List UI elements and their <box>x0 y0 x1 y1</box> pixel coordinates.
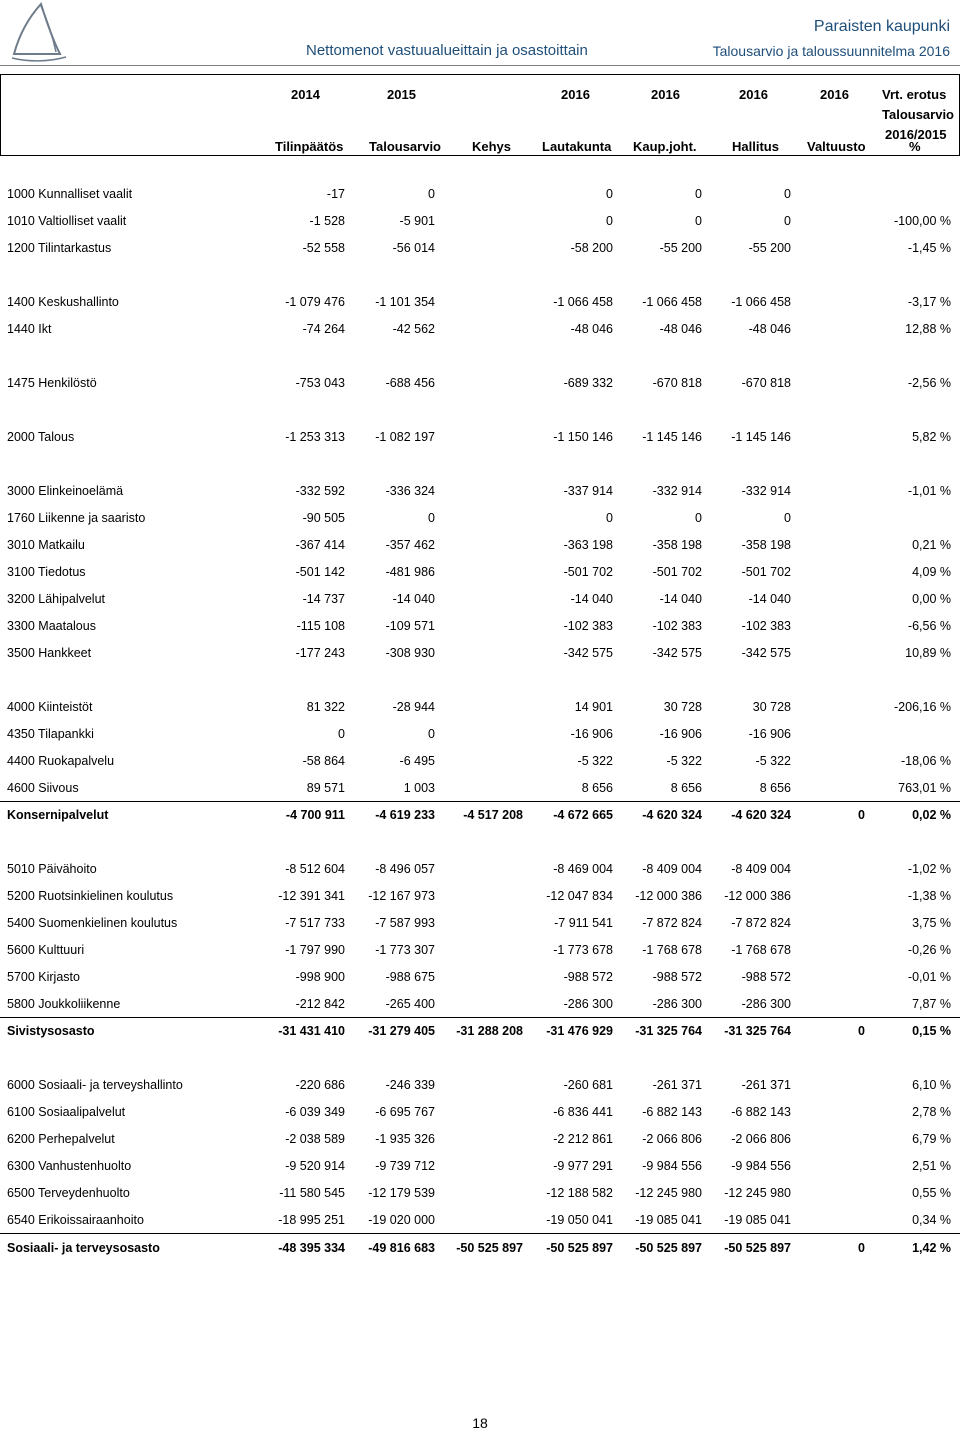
row-value: -90 505 <box>302 511 345 525</box>
row-value: -4 620 324 <box>642 808 702 822</box>
row-value: -50 525 897 <box>546 1241 613 1255</box>
table-row <box>0 936 960 963</box>
col-lautakunta: Lautakunta <box>542 139 612 154</box>
row-value: -19 085 041 <box>724 1213 791 1227</box>
row-value: -8 512 604 <box>285 862 345 876</box>
table-row <box>0 1152 960 1179</box>
row-value: -1 935 326 <box>375 1132 435 1146</box>
row-value: -5 322 <box>577 754 613 768</box>
row-label: 3100 Tiedotus <box>7 565 86 579</box>
row-value: -12 000 386 <box>635 889 702 903</box>
row-value: -2 212 861 <box>553 1132 613 1146</box>
row-value: -7 911 541 <box>554 916 613 930</box>
header-divider <box>0 65 960 66</box>
row-value: -501 142 <box>295 565 345 579</box>
row-value: -31 325 764 <box>635 1024 702 1038</box>
table-row <box>0 855 960 882</box>
row-value: -7 872 824 <box>642 916 702 930</box>
row-value: -48 046 <box>748 322 791 336</box>
row-value: 0,55 % <box>912 1186 951 1200</box>
row-value: -12 167 973 <box>368 889 435 903</box>
row-label: 3200 Lähipalvelut <box>7 592 105 606</box>
row-label: Sosiaali- ja terveysosasto <box>7 1241 160 1255</box>
row-value: -8 496 057 <box>375 862 435 876</box>
table-row <box>0 720 960 747</box>
row-value: 0 <box>428 727 435 741</box>
row-value: -100,00 % <box>894 214 951 228</box>
row-value: -1,02 % <box>907 862 951 876</box>
col-talousarvio: Talousarvio <box>369 139 442 154</box>
row-value: -988 572 <box>652 970 702 984</box>
row-label: Konsernipalvelut <box>7 808 109 822</box>
row-value: -102 383 <box>563 619 613 633</box>
row-label: 6100 Sosiaalipalvelut <box>7 1105 126 1119</box>
col-hallitus: Hallitus <box>732 139 779 154</box>
table-row <box>0 639 960 666</box>
col-valtuusto: Valtuusto <box>807 139 866 154</box>
row-value: -261 371 <box>741 1078 791 1092</box>
row-label: 4350 Tilapankki <box>7 727 94 741</box>
row-value: 0 <box>695 511 702 525</box>
row-label: 4400 Ruokapalvelu <box>7 754 115 768</box>
year-2016-kaupjoht: 2016 <box>651 87 680 102</box>
row-value: -286 300 <box>652 997 702 1011</box>
row-value: 0 <box>606 187 613 201</box>
table-row <box>0 1179 960 1206</box>
row-value: -6,56 % <box>907 619 951 633</box>
row-value: -9 520 914 <box>285 1159 345 1173</box>
row-value: -11 580 545 <box>279 1186 345 1200</box>
row-value: -1 079 476 <box>285 295 345 309</box>
row-value: 30 728 <box>752 700 791 714</box>
row-value: -74 264 <box>302 322 345 336</box>
row-value: -308 930 <box>385 646 435 660</box>
row-value: -5 322 <box>755 754 791 768</box>
row-value: -102 383 <box>652 619 702 633</box>
row-label: 5700 Kirjasto <box>7 970 80 984</box>
row-value: -5 901 <box>399 214 435 228</box>
row-value: -1,45 % <box>907 241 951 255</box>
table-row <box>0 612 960 639</box>
row-value: -988 675 <box>385 970 435 984</box>
row-value: -998 900 <box>295 970 345 984</box>
row-value: -4 672 665 <box>553 808 613 822</box>
table-header <box>0 74 960 156</box>
row-label: 5600 Kulttuuri <box>7 943 85 957</box>
row-value: -7 587 993 <box>375 916 435 930</box>
row-value: -286 300 <box>741 997 791 1011</box>
row-value: -1 768 678 <box>642 943 702 957</box>
row-value: -988 572 <box>741 970 791 984</box>
row-value: -28 944 <box>392 700 435 714</box>
row-value: -14 040 <box>392 592 435 606</box>
row-value: 0 <box>338 727 345 741</box>
row-value: -4 517 208 <box>463 808 523 822</box>
row-value: -12 047 834 <box>546 889 613 903</box>
table-row <box>0 423 960 450</box>
table-row <box>0 207 960 234</box>
diff-header-line1: Vrt. erotus <box>882 87 947 102</box>
row-value: -9 984 556 <box>731 1159 791 1173</box>
row-value: -12 188 582 <box>546 1186 613 1200</box>
row-value: 2,51 % <box>912 1159 951 1173</box>
row-value: -18 995 251 <box>278 1213 345 1227</box>
row-value: -55 200 <box>659 241 702 255</box>
row-value: -358 198 <box>652 538 702 552</box>
row-label: 1200 Tilintarkastus <box>7 241 112 255</box>
row-value: -2 066 806 <box>642 1132 702 1146</box>
row-value: -342 575 <box>563 646 613 660</box>
row-value: -220 686 <box>295 1078 345 1092</box>
row-label: 1760 Liikenne ja saaristo <box>7 511 146 525</box>
row-value: -14 040 <box>570 592 613 606</box>
year-2016-lautakunta: 2016 <box>561 87 590 102</box>
year-2015: 2015 <box>387 87 416 102</box>
year-2014: 2014 <box>291 87 320 102</box>
row-label: 1000 Kunnalliset vaalit <box>7 187 133 201</box>
row-value: -16 906 <box>570 727 613 741</box>
row-value: -12 245 980 <box>724 1186 791 1200</box>
table-row <box>0 963 960 990</box>
table-row <box>0 315 960 342</box>
row-value: -1 066 458 <box>553 295 613 309</box>
row-value: -4 620 324 <box>731 808 791 822</box>
row-value: -2 038 589 <box>285 1132 345 1146</box>
row-value: -1 066 458 <box>731 295 791 309</box>
row-value: -1 066 458 <box>642 295 702 309</box>
row-value: -260 681 <box>563 1078 613 1092</box>
row-value: 0 <box>784 511 791 525</box>
row-value: -55 200 <box>748 241 791 255</box>
row-value: -6 495 <box>399 754 435 768</box>
table-row <box>0 558 960 585</box>
row-value: -56 014 <box>392 241 435 255</box>
row-value: 0 <box>428 187 435 201</box>
row-value: -1 768 678 <box>731 943 791 957</box>
row-value: 0 <box>428 511 435 525</box>
row-value: -48 395 334 <box>278 1241 345 1255</box>
row-value: -31 288 208 <box>456 1024 523 1038</box>
row-value: -14 737 <box>302 592 345 606</box>
row-value: 3,75 % <box>912 916 951 930</box>
row-value: -481 986 <box>385 565 435 579</box>
year-2016-valtuusto: 2016 <box>820 87 849 102</box>
row-value: -7 517 733 <box>285 916 345 930</box>
row-value: -115 108 <box>296 619 345 633</box>
table-row <box>0 693 960 720</box>
table-total-row <box>0 801 960 828</box>
row-label: 3010 Matkailu <box>7 538 85 552</box>
row-value: 0,15 % <box>912 1024 951 1038</box>
row-value: -16 906 <box>659 727 702 741</box>
organization-name: Paraisten kaupunki <box>813 18 950 35</box>
row-value: 0 <box>606 214 613 228</box>
row-value: 5,82 % <box>912 430 951 444</box>
row-value: -1 145 146 <box>642 430 702 444</box>
row-value: -1 773 678 <box>553 943 613 957</box>
table-row <box>0 504 960 531</box>
row-value: 4,09 % <box>912 565 951 579</box>
row-value: 0 <box>695 187 702 201</box>
row-value: -12 000 386 <box>724 889 791 903</box>
row-value: -501 702 <box>652 565 702 579</box>
row-value: -17 <box>326 187 345 201</box>
row-value: -31 279 405 <box>368 1024 435 1038</box>
row-value: -212 842 <box>295 997 345 1011</box>
row-value: -7 872 824 <box>731 916 791 930</box>
row-value: -9 984 556 <box>642 1159 702 1173</box>
row-value: 0 <box>606 511 613 525</box>
row-label: 4600 Siivous <box>7 781 79 795</box>
row-label: 1475 Henkilöstö <box>7 376 97 390</box>
sailboat-logo <box>8 2 70 64</box>
row-value: -4 619 233 <box>375 808 435 822</box>
row-value: 8 656 <box>670 781 702 795</box>
row-value: 0,21 % <box>912 538 951 552</box>
row-value: 7,87 % <box>912 997 951 1011</box>
row-value: 0,02 % <box>912 808 951 822</box>
diff-header-line3: 2016/2015 <box>885 127 947 142</box>
row-value: -2,56 % <box>907 376 951 390</box>
row-value: -9 739 712 <box>375 1159 435 1173</box>
year-2016-hallitus: 2016 <box>739 87 768 102</box>
row-label: 6500 Terveydenhuolto <box>7 1186 130 1200</box>
row-value: -19 085 041 <box>635 1213 702 1227</box>
row-label: 3300 Maatalous <box>7 619 96 633</box>
row-value: -102 383 <box>741 619 791 633</box>
row-value: -52 558 <box>302 241 345 255</box>
row-value: -753 043 <box>295 376 345 390</box>
row-value: 14 901 <box>574 700 613 714</box>
row-value: -332 914 <box>652 484 702 498</box>
row-value: -177 243 <box>295 646 345 660</box>
row-value: -501 702 <box>741 565 791 579</box>
row-value: -12 391 341 <box>278 889 345 903</box>
col-diff-percent: % <box>909 139 921 154</box>
row-value: -357 462 <box>385 538 435 552</box>
row-value: -0,26 % <box>907 943 951 957</box>
row-value: -265 400 <box>385 997 435 1011</box>
row-label: 5010 Päivähoito <box>7 862 97 876</box>
row-value: 30 728 <box>663 700 702 714</box>
diff-header-line2: Talousarvio <box>882 107 955 122</box>
table-row <box>0 774 960 802</box>
row-value: 763,01 % <box>898 781 951 795</box>
row-value: -16 906 <box>748 727 791 741</box>
row-value: 8 656 <box>759 781 791 795</box>
row-label: 1400 Keskushallinto <box>7 295 119 309</box>
row-label: 1010 Valtiolliset vaalit <box>7 214 127 228</box>
row-label: 5800 Joukkoliikenne <box>7 997 121 1011</box>
row-value: -988 572 <box>563 970 613 984</box>
row-value: -363 198 <box>563 538 613 552</box>
page-number: 18 <box>472 1415 488 1431</box>
row-value: 12,88 % <box>905 322 951 336</box>
row-value: -332 592 <box>295 484 345 498</box>
row-value: -19 020 000 <box>368 1213 435 1227</box>
row-label: 1440 Ikt <box>7 322 52 336</box>
row-value: -0,01 % <box>907 970 951 984</box>
row-label: 6300 Vanhustenhuolto <box>7 1159 132 1173</box>
row-value: -286 300 <box>563 997 613 1011</box>
row-value: 6,79 % <box>912 1132 951 1146</box>
row-value: -1 528 <box>309 214 345 228</box>
row-label: Sivistysosasto <box>7 1024 95 1038</box>
row-value: -367 414 <box>295 538 345 552</box>
table-row <box>0 531 960 558</box>
table-total-row <box>0 1234 960 1261</box>
row-label: 6000 Sosiaali- ja terveyshallinto <box>7 1078 183 1092</box>
row-value: -1 773 307 <box>375 943 435 957</box>
row-value: -670 818 <box>741 376 791 390</box>
row-value: -8 469 004 <box>553 862 613 876</box>
row-value: 6,10 % <box>912 1078 951 1092</box>
row-value: -501 702 <box>563 565 613 579</box>
row-value: -48 046 <box>659 322 702 336</box>
table-row <box>0 585 960 612</box>
row-value: 0 <box>784 187 791 201</box>
row-value: -688 456 <box>385 376 435 390</box>
row-value: -12 179 539 <box>368 1186 435 1200</box>
row-value: -261 371 <box>652 1078 702 1092</box>
table-row <box>0 990 960 1018</box>
table-row <box>0 1098 960 1125</box>
row-value: 0 <box>784 214 791 228</box>
row-value: -689 332 <box>563 376 613 390</box>
col-kaupjoht: Kaup.joht. <box>633 139 697 154</box>
row-value: -337 914 <box>563 484 613 498</box>
table-row <box>0 180 960 207</box>
row-value: -31 476 929 <box>546 1024 613 1038</box>
row-value: -2 066 806 <box>731 1132 791 1146</box>
row-value: -9 977 291 <box>553 1159 613 1173</box>
row-value: -12 245 980 <box>635 1186 702 1200</box>
report-subtitle: Nettomenot vastuualueittain ja osastoittain <box>306 42 588 59</box>
row-value: -50 525 897 <box>456 1241 523 1255</box>
row-value: -670 818 <box>652 376 702 390</box>
row-value: 0 <box>858 1024 865 1038</box>
row-value: -1 145 146 <box>731 430 791 444</box>
row-value: 81 322 <box>306 700 345 714</box>
row-label: 3000 Elinkeinoelämä <box>7 484 124 498</box>
row-value: 0 <box>695 214 702 228</box>
table-row <box>0 747 960 774</box>
row-value: -58 864 <box>302 754 345 768</box>
row-value: 0 <box>858 1241 865 1255</box>
row-value: -18,06 % <box>900 754 951 768</box>
row-value: -31 325 764 <box>724 1024 791 1038</box>
row-value: -19 050 041 <box>546 1213 613 1227</box>
table-row <box>0 288 960 315</box>
row-value: -48 046 <box>570 322 613 336</box>
row-value: -1 150 146 <box>553 430 613 444</box>
row-value: -206,16 % <box>894 700 951 714</box>
row-value: -342 575 <box>652 646 702 660</box>
row-value: -1 082 197 <box>375 430 435 444</box>
row-value: -3,17 % <box>907 295 951 309</box>
row-value: 8 656 <box>581 781 613 795</box>
row-label: 5200 Ruotsinkielinen koulutus <box>7 889 174 903</box>
table-row <box>0 369 960 396</box>
table-row <box>0 1071 960 1098</box>
row-label: 4000 Kiinteistöt <box>7 700 93 714</box>
row-value: -31 431 410 <box>278 1024 345 1038</box>
row-value: -6 039 349 <box>285 1105 345 1119</box>
row-value: 1 003 <box>403 781 435 795</box>
row-value: 2,78 % <box>912 1105 951 1119</box>
row-value: -14 040 <box>748 592 791 606</box>
row-label: 3500 Hankkeet <box>7 646 92 660</box>
table-row <box>0 882 960 909</box>
row-value: -8 409 004 <box>731 862 791 876</box>
row-value: -358 198 <box>741 538 791 552</box>
row-value: -1,38 % <box>907 889 951 903</box>
row-value: -14 040 <box>659 592 702 606</box>
row-value: -336 324 <box>385 484 435 498</box>
row-value: 10,89 % <box>905 646 951 660</box>
row-label: 6200 Perhepalvelut <box>7 1132 115 1146</box>
row-value: -332 914 <box>741 484 791 498</box>
row-value: -246 339 <box>385 1078 435 1092</box>
row-value: -58 200 <box>570 241 613 255</box>
row-value: -342 575 <box>741 646 791 660</box>
row-value: -6 882 143 <box>731 1105 791 1119</box>
row-value: -1 101 354 <box>375 295 435 309</box>
table-row <box>0 234 960 261</box>
row-value: -42 562 <box>392 322 435 336</box>
row-value: -6 836 441 <box>553 1105 613 1119</box>
row-value: 0,34 % <box>912 1213 951 1227</box>
row-value: -50 525 897 <box>635 1241 702 1255</box>
row-value: -5 322 <box>666 754 702 768</box>
row-value: -49 816 683 <box>368 1241 435 1255</box>
table-row <box>0 1206 960 1234</box>
row-value: 0,00 % <box>912 592 951 606</box>
row-value: -1 253 313 <box>285 430 345 444</box>
row-value: -50 525 897 <box>724 1241 791 1255</box>
row-value: -4 700 911 <box>285 808 345 822</box>
row-label: 6540 Erikoissairaanhoito <box>7 1213 144 1227</box>
col-kehys: Kehys <box>472 139 512 154</box>
document-title: Talousarvio ja taloussuunnitelma 2016 <box>712 43 950 59</box>
row-label: 2000 Talous <box>7 430 75 444</box>
row-value: 89 571 <box>306 781 345 795</box>
row-value: -6 882 143 <box>642 1105 702 1119</box>
row-label: 5400 Suomenkielinen koulutus <box>7 916 178 930</box>
col-tilinpaatos: Tilinpäätös <box>275 139 344 154</box>
table-total-row <box>0 1017 960 1044</box>
table-row <box>0 909 960 936</box>
row-value: -1,01 % <box>907 484 951 498</box>
table-row <box>0 477 960 504</box>
row-value: 1,42 % <box>912 1241 951 1255</box>
row-value: -8 409 004 <box>642 862 702 876</box>
row-value: -6 695 767 <box>375 1105 435 1119</box>
row-value: 0 <box>858 808 865 822</box>
row-value: -109 571 <box>385 619 435 633</box>
row-value: -1 797 990 <box>285 943 345 957</box>
table-row <box>0 1125 960 1152</box>
